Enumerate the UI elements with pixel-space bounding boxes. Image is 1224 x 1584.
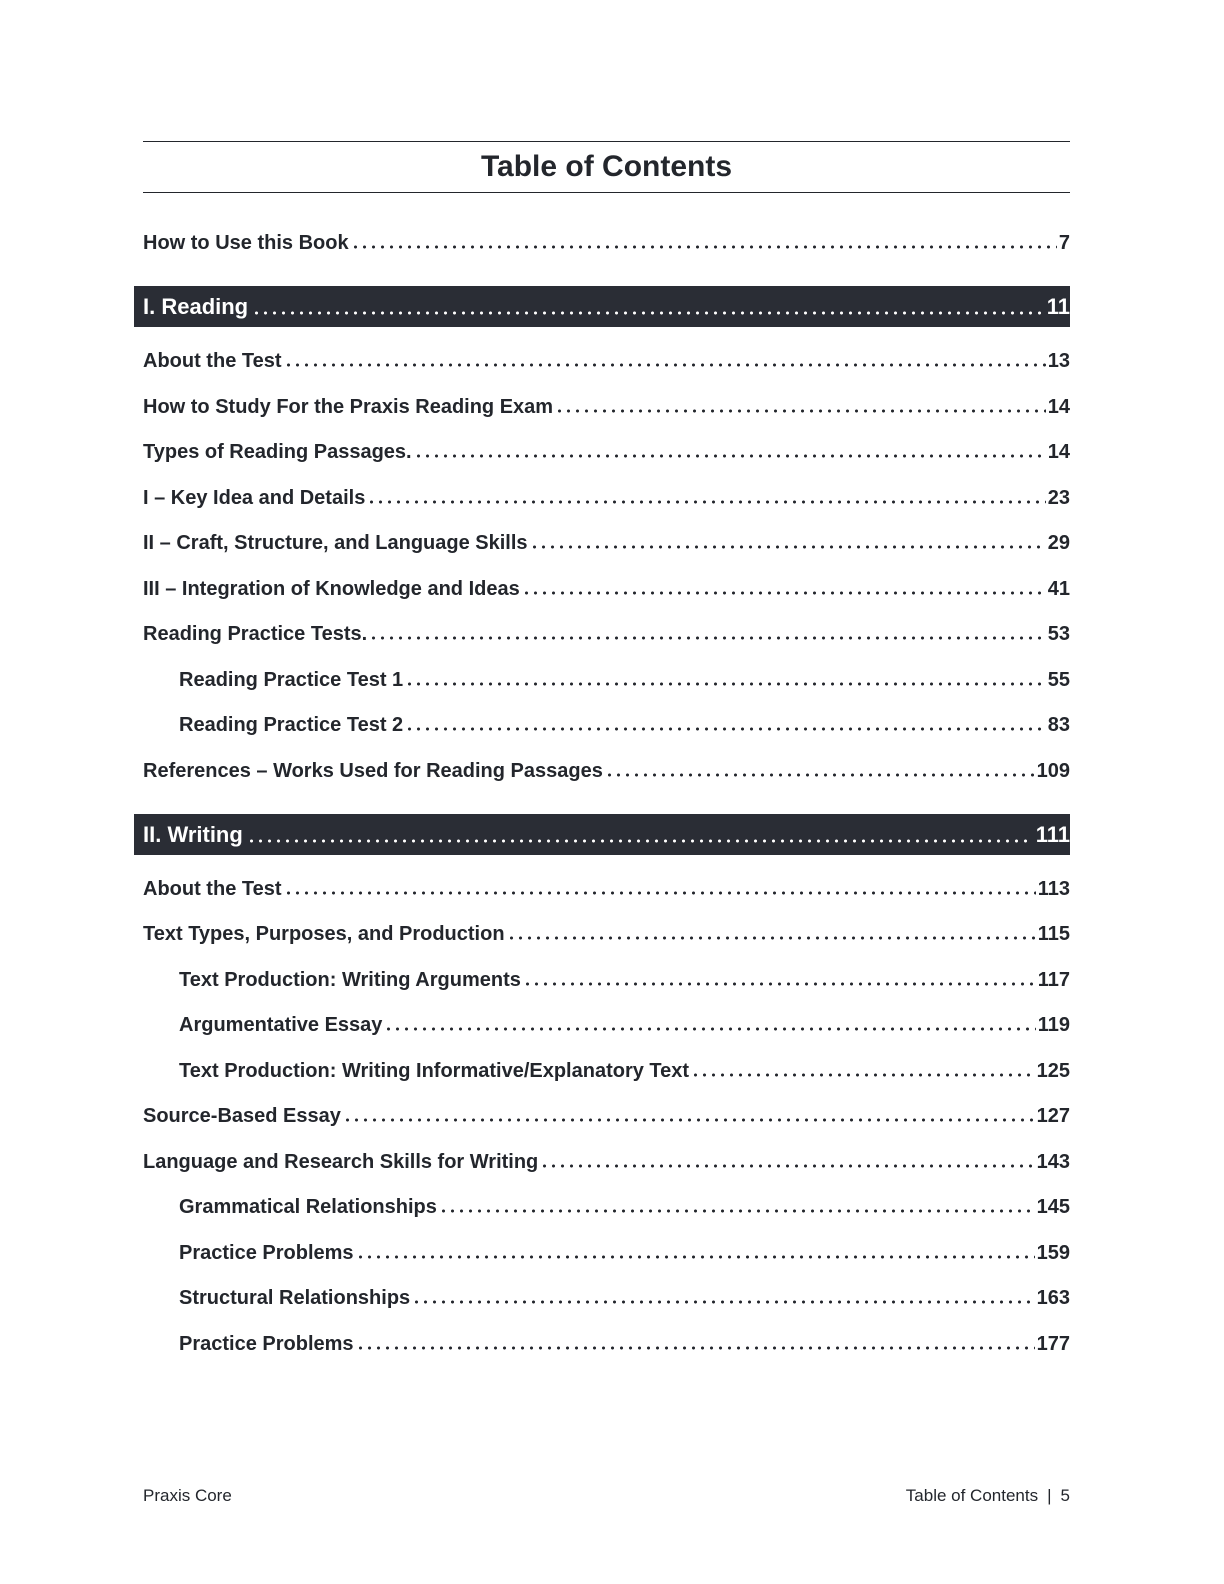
toc-entry-page: 41: [1047, 577, 1070, 600]
toc-entry[interactable]: [143, 874, 1070, 904]
dot-leader: [284, 362, 1046, 368]
page-title: Table of Contents: [480, 150, 733, 183]
footer-separator: |: [1047, 1486, 1052, 1505]
section-page: 111: [1035, 821, 1070, 847]
dot-leader: [605, 772, 1035, 778]
toc-subentry[interactable]: [179, 965, 1070, 995]
toc-entry[interactable]: [143, 756, 1070, 786]
section-header-writing[interactable]: [134, 814, 1070, 855]
toc-entry-label: III – Integration of Knowledge and Ideas: [143, 577, 520, 600]
toc-entry-page: 113: [1037, 877, 1070, 900]
dot-leader: [414, 453, 1046, 459]
toc-entry[interactable]: [143, 392, 1070, 422]
section-page: 11: [1046, 293, 1070, 319]
toc-entry[interactable]: [143, 574, 1070, 604]
toc-entry-page: 145: [1036, 1195, 1070, 1218]
section-label: I. Reading: [143, 293, 249, 319]
toc-entry-page: 143: [1036, 1150, 1070, 1173]
dot-leader: [507, 935, 1036, 941]
dot-leader: [247, 838, 1032, 844]
toc-entry-label: About the Test: [143, 349, 282, 372]
toc-entry-page: 159: [1036, 1241, 1070, 1264]
dot-leader: [356, 1345, 1035, 1351]
toc-entry[interactable]: [143, 1101, 1070, 1131]
toc-entry-label: Practice Problems: [179, 1241, 354, 1264]
toc-entry-label: How to Use this Book: [143, 231, 349, 254]
dot-leader: [367, 499, 1045, 505]
toc-entry-page: 119: [1037, 1013, 1070, 1036]
toc-entry[interactable]: [143, 1147, 1070, 1177]
toc-entry-label: Structural Relationships: [179, 1286, 411, 1309]
toc-entry-label: How to Study For the Praxis Reading Exam: [143, 395, 554, 418]
dot-leader: [530, 544, 1046, 550]
toc-subentry[interactable]: [179, 1238, 1070, 1268]
dot-leader: [439, 1208, 1035, 1214]
toc-entry-page: 117: [1037, 968, 1070, 991]
toc-entry-label: II – Craft, Structure, and Language Skills: [143, 531, 528, 554]
toc-entry-how-to-use[interactable]: [143, 228, 1070, 258]
toc-subentry[interactable]: [179, 1329, 1070, 1359]
toc-entry-label: Language and Research Skills for Writing: [143, 1150, 539, 1173]
toc-entry-label: References – Works Used for Reading Passages: [143, 759, 603, 782]
toc-subentry[interactable]: [179, 665, 1070, 695]
footer-page-number: 5: [1060, 1486, 1070, 1505]
section-label: II. Writing: [143, 821, 243, 847]
toc-entry-page: 14: [1047, 395, 1070, 418]
dot-leader: [343, 1117, 1035, 1123]
title-band: [143, 141, 1070, 193]
toc-entry-label: Reading Practice Test 2: [179, 713, 404, 736]
footer-section-label: Table of Contents: [905, 1486, 1039, 1505]
toc-entry-page: 127: [1036, 1104, 1070, 1127]
section-header-reading[interactable]: [134, 286, 1070, 327]
toc-entry-page: 13: [1047, 349, 1070, 372]
toc-entry-page: 14: [1047, 440, 1070, 463]
toc-entry-label: Source-Based Essay: [143, 1104, 341, 1127]
dot-leader: [369, 635, 1046, 641]
toc-entry-page: 109: [1036, 759, 1070, 782]
dot-leader: [555, 408, 1046, 414]
toc-entry-page: 83: [1047, 713, 1070, 736]
toc-entry-page: 163: [1036, 1286, 1070, 1309]
toc-entry-label: Text Production: Writing Informative/Explanatory Text: [179, 1059, 690, 1082]
dot-leader: [405, 726, 1046, 732]
dot-leader: [412, 1299, 1034, 1305]
toc-entry-label: Grammatical Relationships: [179, 1195, 437, 1218]
toc-entry-page: 7: [1058, 231, 1070, 254]
dot-leader: [523, 981, 1036, 987]
toc-subentry[interactable]: [179, 710, 1070, 740]
toc-entry-label: Types of Reading Passages.: [143, 440, 412, 463]
toc-entry[interactable]: [143, 483, 1070, 513]
toc-entry-label: Text Production: Writing Arguments: [179, 968, 521, 991]
footer-book-title: Praxis Core: [143, 1486, 232, 1505]
toc-subentry[interactable]: [179, 1192, 1070, 1222]
dot-leader: [284, 890, 1036, 896]
dot-leader: [351, 244, 1057, 250]
dot-leader: [691, 1072, 1035, 1078]
dot-leader: [356, 1254, 1035, 1260]
toc-entry-page: 125: [1036, 1059, 1070, 1082]
toc-entry[interactable]: [143, 619, 1070, 649]
toc-entry-page: 115: [1037, 922, 1070, 945]
toc-subentry[interactable]: [179, 1010, 1070, 1040]
dot-leader: [522, 590, 1046, 596]
dot-leader: [252, 310, 1043, 316]
toc-entry[interactable]: [143, 437, 1070, 467]
toc-entry-page: 177: [1036, 1332, 1070, 1355]
toc-entry-label: Argumentative Essay: [179, 1013, 383, 1036]
footer-page-info: [906, 1486, 1070, 1506]
dot-leader: [405, 681, 1046, 687]
toc-entry[interactable]: [143, 919, 1070, 949]
toc-subentry[interactable]: [179, 1283, 1070, 1313]
dot-leader: [540, 1163, 1034, 1169]
toc-subentry[interactable]: [179, 1056, 1070, 1086]
toc-entry-page: 29: [1047, 531, 1070, 554]
toc-entry[interactable]: [143, 528, 1070, 558]
dot-leader: [384, 1026, 1035, 1032]
toc-entry-page: 55: [1047, 668, 1070, 691]
toc-entry-label: About the Test: [143, 877, 282, 900]
toc-entry-label: I – Key Idea and Details: [143, 486, 366, 509]
toc-entry-label: Text Types, Purposes, and Production: [143, 922, 505, 945]
toc-entry-label: Reading Practice Test 1: [179, 668, 404, 691]
toc-entry-label: Reading Practice Tests.: [143, 622, 368, 645]
toc-entry-page: 53: [1047, 622, 1070, 645]
toc-entry[interactable]: [143, 346, 1070, 376]
toc-entry-label: Practice Problems: [179, 1332, 354, 1355]
toc-entry-page: 23: [1047, 486, 1070, 509]
